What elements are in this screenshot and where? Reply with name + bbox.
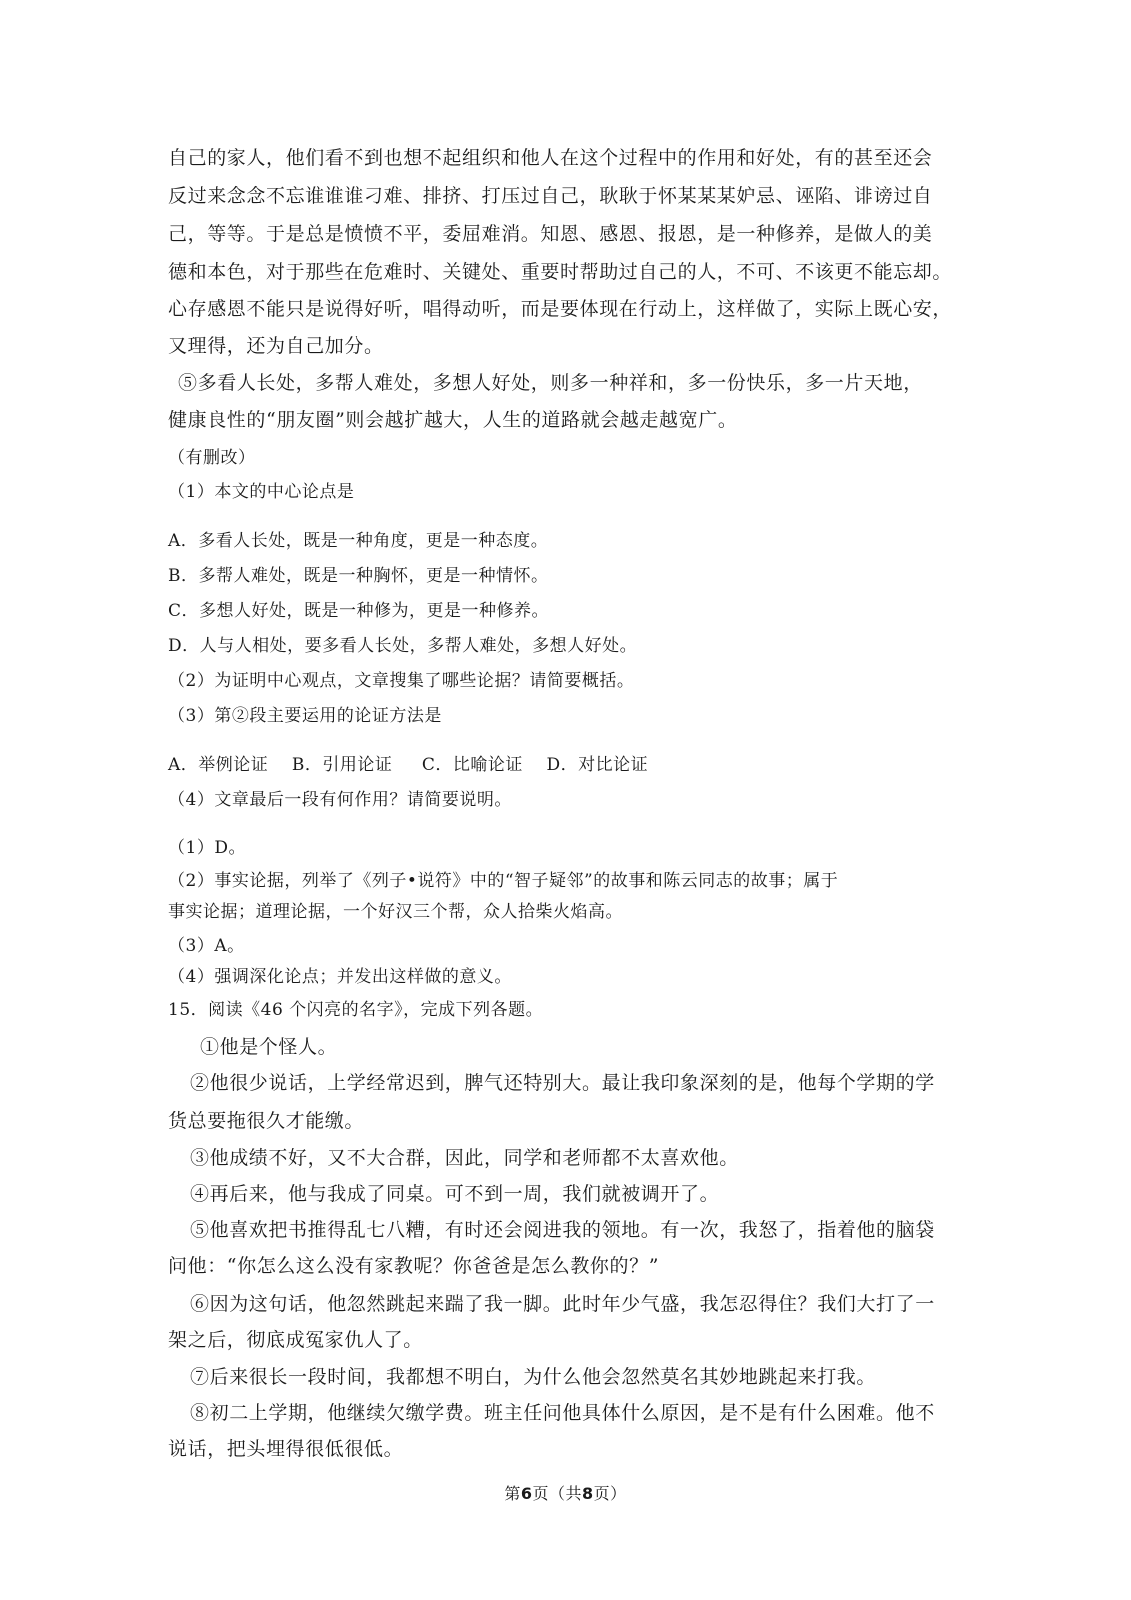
option-a: A．多看人长处，既是一种角度，更是一种态度。 bbox=[168, 531, 549, 551]
footer-total-pages: 8 bbox=[582, 1484, 594, 1503]
footer-suffix: 页） bbox=[593, 1484, 627, 1503]
page-footer bbox=[0, 1481, 1131, 1504]
answer-2-cont: 事实论据；道理论据，一个好汉三个帮，众人拾柴火焰高。 bbox=[168, 902, 623, 922]
text-line: ⑧初二上学期，他继续欠缴学费。班主任问他具体什么原因，是不是有什么困难。他不 bbox=[190, 1402, 935, 1424]
question-4: （4）文章最后一段有何作用？请简要说明。 bbox=[168, 790, 512, 810]
text-line: ⑤多看人长处，多帮人难处，多想人好处，则多一种祥和，多一份快乐，多一片天地， bbox=[178, 372, 923, 394]
text-line: ①他是个怪人。 bbox=[200, 1036, 338, 1058]
text-line: 反过来念念不忘谁谁谁刁难、排挤、打压过自己，耿耿于怀某某某妒忌、诬陷、诽谤过自 bbox=[168, 185, 933, 207]
question-1: （1）本文的中心论点是 bbox=[168, 482, 355, 502]
answer-4: （4）强调深化论点；并发出这样做的意义。 bbox=[168, 967, 512, 987]
text-line: 心存感恩不能只是说得好听，唱得动听，而是要体现在行动上，这样做了，实际上既心安， bbox=[168, 298, 953, 320]
footer-page-number: 6 bbox=[520, 1484, 533, 1503]
footer-prefix: 第 bbox=[504, 1484, 521, 1503]
text-line: 又理得，还为自己加分。 bbox=[168, 335, 384, 357]
text-line: ⑦后来很长一段时间，我都想不明白，为什么他会忽然莫名其妙地跳起来打我。 bbox=[190, 1366, 877, 1388]
text-line: 货总要拖很久才能缴。 bbox=[168, 1110, 365, 1132]
text-line: ③他成绩不好，又不大合群，因此，同学和老师都不太喜欢他。 bbox=[190, 1147, 739, 1169]
question-2: （2）为证明中心观点，文章搜集了哪些论据？请简要概括。 bbox=[168, 671, 635, 691]
question-3: （3）第②段主要运用的论证方法是 bbox=[168, 706, 442, 726]
answer-1: （1）D。 bbox=[168, 838, 246, 858]
source-note: （有删改） bbox=[168, 448, 256, 468]
text-line: 健康良性的“朋友圈”则会越扩越大，人生的道路就会越走越宽广。 bbox=[168, 409, 738, 431]
text-line: 架之后，彻底成冤家仇人了。 bbox=[168, 1329, 423, 1351]
text-line: ②他很少说话，上学经常迟到，脾气还特别大。最让我印象深刻的是，他每个学期的学 bbox=[190, 1072, 935, 1094]
text-line: 德和本色，对于那些在危难时、关键处、重要时帮助过自己的人，不可、不该更不能忘却。 bbox=[168, 261, 953, 283]
text-line: 问他：“你怎么这么没有家教呢？你爸爸是怎么教你的？” bbox=[168, 1255, 660, 1277]
text-line: 己，等等。于是总是愤愤不平，委屈难消。知恩、感恩、报恩，是一种修养，是做人的美 bbox=[168, 223, 933, 245]
answer-3: （3）A。 bbox=[168, 936, 245, 956]
text-line: ⑥因为这句话，他忽然跳起来踹了我一脚。此时年少气盛，我怎忍得住？我们大打了一 bbox=[190, 1293, 935, 1315]
option-b: B．多帮人难处，既是一种胸怀，更是一种情怀。 bbox=[168, 566, 549, 586]
question-15: 15．阅读《46 个闪亮的名字》，完成下列各题。 bbox=[168, 1000, 544, 1020]
option-d: D．人与人相处，要多看人长处，多帮人难处，多想人好处。 bbox=[168, 636, 638, 656]
text-line: ④再后来，他与我成了同桌。可不到一周，我们就被调开了。 bbox=[190, 1183, 720, 1205]
question-3-options: A．举例论证 B．引用论证 C．比喻论证 D．对比论证 bbox=[168, 755, 649, 775]
text-line: ⑤他喜欢把书推得乱七八糟，有时还会阅进我的领地。有一次，我怒了，指着他的脑袋 bbox=[190, 1219, 935, 1241]
option-c: C．多想人好处，既是一种修为，更是一种修养。 bbox=[168, 601, 550, 621]
text-line: 自己的家人，他们看不到也想不起组织和他人在这个过程中的作用和好处，有的甚至还会 bbox=[168, 147, 933, 169]
answer-2: （2）事实论据，列举了《列子•说符》中的“智子疑邻”的故事和陈云同志的故事；属于 bbox=[168, 871, 839, 891]
footer-middle: 页（共 bbox=[532, 1484, 582, 1503]
text-line: 说话，把头埋得很低很低。 bbox=[168, 1438, 404, 1460]
